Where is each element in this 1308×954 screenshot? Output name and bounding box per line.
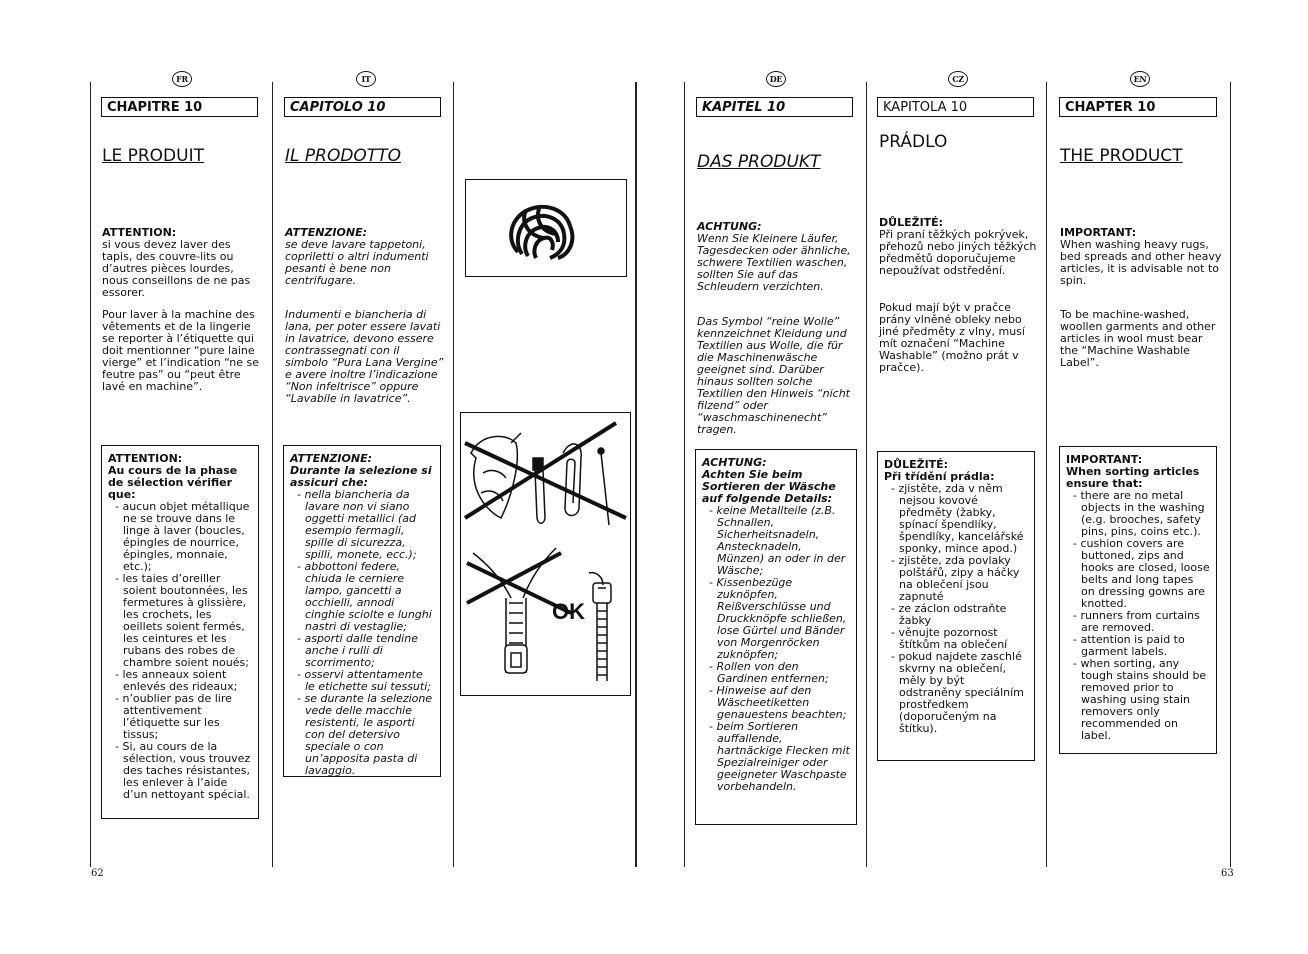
attention-label: ATTENZIONE:	[285, 226, 367, 239]
attention-text: Při praní těžkých pokrývek, přehozů nebo jiných těžkých předmětů doporučujeme nepoužívat odstředění.	[879, 228, 1037, 277]
column-rule	[1230, 82, 1231, 867]
language-badge-cz: CZ	[948, 71, 968, 87]
section-title-it: IL PRODOTTO	[285, 146, 401, 166]
language-badge-de: DE	[766, 71, 786, 87]
box-heading: IMPORTANT: When sorting articles ensure that:	[1066, 453, 1200, 490]
box-list	[884, 483, 1028, 735]
paragraph-cz: Pokud mají být v pračce prány vlněné obleky nebo jiné předměty z vlny, musí mít označení “Machine Washable” (možno prát v pračce).	[879, 301, 1025, 374]
column-rule	[453, 82, 454, 867]
list-item: - there are no metal objects in the washing (e.g. brooches, safety pins, pins, coins etc.).	[1066, 490, 1210, 538]
list-item: - ze záclon odstraňte žabky	[884, 603, 1028, 627]
page-number-right: 63	[1221, 868, 1234, 879]
list-item: - attention is paid to garment labels.	[1066, 634, 1210, 658]
section-title-de: DAS PRODUKT	[697, 152, 821, 172]
chapter-heading-fr: CHAPITRE 10	[101, 97, 258, 117]
language-badge-en: EN	[1130, 71, 1150, 87]
sorting-box-en	[1059, 446, 1217, 754]
sorting-items-figure	[460, 412, 631, 696]
list-item: - keine Metallteile (z.B. Schnallen, Sicherheitsnadeln, Anstecknadeln, Münzen) an oder in der Wäsche;	[702, 505, 850, 577]
attention-note-fr	[102, 227, 262, 299]
section-title-en: THE PRODUCT	[1060, 146, 1183, 166]
list-item: - Kissenbezüge zuknöpfen, Reißverschlüsse und Druckknöpfe schließen, lose Gürtel und Bänder von Morgenröcken zuknöpfen;	[702, 577, 850, 661]
attention-text: When washing heavy rugs, bed spreads and other heavy articles, it is advisable not to spin.	[1060, 238, 1222, 287]
chapter-heading-it: CAPITOLO 10	[284, 97, 441, 117]
list-item: - n’oublier pas de lire attentivement l’étiquette sur les tissus;	[108, 693, 252, 741]
list-item: - les taies d’oreiller soient boutonnées, les fermetures à glissière, les crochets, les oeillets soient fermés, les ceintures et les rubans des robes de chambre soient noués;	[108, 573, 252, 669]
paragraph-it: Indumenti e biancheria di lana, per poter essere lavati in lavatrice, devono essere contrassegnati con il simbolo “Pura Lana Vergine” e avere inoltre l’indicazione “Non infeltrisce” oppure “Lavabile in lavatrice”.	[285, 308, 444, 405]
list-item: - abbottoni federe, chiuda le cerniere lampo, gancetti a occhielli, annodi cinghie sciolte e lunghi nastri di vestaglie;	[290, 561, 434, 633]
attention-label: IMPORTANT:	[1060, 226, 1137, 239]
list-item: - pokud najdete zaschlé skvrny na oblečení, měly by být odstraněny speciálním prostředkem (doporučeným na štítku).	[884, 651, 1028, 735]
sorting-illustration	[461, 413, 630, 695]
list-item: - osservi attentamente le etichette sui tessuti;	[290, 669, 434, 693]
open-zipper-icon	[473, 548, 556, 673]
column-rule	[1046, 82, 1047, 867]
list-item: - les anneaux soient enlevés des rideaux;	[108, 669, 252, 693]
attention-label: ATTENTION:	[102, 226, 177, 239]
box-heading: ATTENTION: Au cours de la phase de sélection vérifier que:	[108, 452, 238, 501]
attention-text: si vous devez laver des tapis, des couvre-lits ou d’autres pièces lourdes, nous conseillons de ne pas essorer.	[102, 238, 251, 299]
list-item: - when sorting, any tough stains should be removed prior to washing using stain removers only recommended on label.	[1066, 658, 1210, 742]
attention-note-de	[697, 221, 859, 293]
column-rule	[90, 82, 91, 867]
brooch-icon	[471, 433, 521, 518]
list-item: - věnujte pozornost štítkům na oblečení	[884, 627, 1028, 651]
attention-text: Wenn Sie Kleinere Läufer, Tagesdecken oder ähnliche, schwere Textilien waschen, sollten Sie auf das Schleudern verzichten.	[697, 232, 851, 293]
list-item: - Hinweise auf den Wäscheetiketten genauestens beachten;	[702, 685, 850, 721]
attention-label: ACHTUNG:	[697, 220, 762, 233]
page-gutter-rule	[635, 82, 637, 867]
list-item: - nella biancheria da lavare non vi siano oggetti metallici (ad esempio fermagli, spille di sicurezza, spilli, monete, ecc.);	[290, 489, 434, 561]
list-item: - beim Sortieren auffallende, hartnäckige Flecken mit Spezialreiniger oder geeigneter Waschpaste vorbehandeln.	[702, 721, 850, 793]
page-number-left: 62	[91, 868, 104, 879]
list-item: - aucun objet métallique ne se trouve dans le linge à laver (boucles, épingles de nourrice, épingles, monnaie, etc.);	[108, 501, 252, 573]
list-item: - runners from curtains are removed.	[1066, 610, 1210, 634]
language-badge-it: IT	[356, 71, 376, 87]
ok-label: OK	[552, 599, 585, 624]
column-rule	[272, 82, 273, 867]
section-title-cz: PRÁDLO	[879, 132, 948, 152]
attention-text: se deve lavare tappetoni, copriletti o altri indumenti pesanti è bene non centrifugare.	[285, 238, 429, 287]
box-list	[702, 505, 850, 793]
chapter-heading-cz: KAPITOLA 10	[877, 97, 1034, 117]
list-item: - zjistěte, zda v něm nejsou kovové předměty (žabky, spínací špendlíky, špendlíky, kancelářské sponky, mince apod.)	[884, 483, 1028, 555]
box-heading: ACHTUNG: Achten Sie beim Sortieren der Wäsche auf folgende Details:	[702, 456, 836, 505]
wool-mark-icon	[466, 180, 626, 276]
attention-note-cz	[879, 217, 1041, 277]
paragraph-de: Das Symbol “reine Wolle” kennzeichnet Kleidung und Textilien aus Wolle, die für die Maschinenwäsche geeignet sind. Darüber hinaus sollten solche Textilien den Hinweis “nicht filzend” oder “waschmaschinenecht” tragen.	[697, 315, 850, 436]
list-item: - asporti dalle tendine anche i rulli di scorrimento;	[290, 633, 434, 669]
box-heading: DŮLEŽITÉ: Při třídění prádla:	[884, 458, 995, 483]
box-list	[290, 489, 434, 777]
sorting-box-fr	[101, 445, 259, 819]
sorting-box-it	[283, 445, 441, 777]
column-rule	[866, 82, 867, 867]
wool-symbol-figure	[465, 179, 627, 277]
sorting-box-de	[695, 449, 857, 825]
chapter-heading-en: CHAPTER 10	[1059, 97, 1217, 117]
paragraph-en: To be machine-washed, woollen garments and other articles in wool must bear the “Machine Washable Label”.	[1060, 308, 1216, 369]
paragraph-fr: Pour laver à la machine des vêtements et de la lingerie se reporter à l’étiquette qui doit mentionner “pure laine vierge” et l’indication “ne se feutre pas” ou “peut être lavé en machine”.	[102, 308, 259, 393]
box-heading: ATTENZIONE: Durante la selezione si assicuri che:	[290, 452, 432, 489]
list-item: - Rollen von den Gardinen entfernen;	[702, 661, 850, 685]
language-badge-fr: FR	[172, 71, 192, 87]
list-item: - Si, au cours de la sélection, vous trouvez des taches résistantes, les enlever à l’aide d’un nettoyant spécial.	[108, 741, 252, 801]
list-item: - se durante la selezione vede delle macchie resistenti, le asporti con del detersivo speciale o con un’apposita pasta di lavaggio.	[290, 693, 434, 777]
pin-icon	[598, 448, 609, 525]
closed-zipper-icon	[589, 573, 611, 681]
attention-note-it	[285, 227, 445, 287]
attention-note-en	[1060, 227, 1222, 287]
chapter-heading-de: KAPITEL 10	[696, 97, 853, 117]
column-rule	[684, 82, 685, 867]
box-list	[1066, 490, 1210, 742]
attention-label: DŮLEŽITÉ:	[879, 216, 944, 229]
sorting-box-cz	[877, 451, 1035, 761]
list-item: - zjistěte, zda povlaky polštářů, zipy a háčky na oblečení jsou zapnuté	[884, 555, 1028, 603]
section-title-fr: LE PRODUIT	[102, 146, 204, 166]
list-item: - cushion covers are buttoned, zips and hooks are closed, loose belts and long tapes on dressing gowns are knotted.	[1066, 538, 1210, 610]
box-list	[108, 501, 252, 801]
